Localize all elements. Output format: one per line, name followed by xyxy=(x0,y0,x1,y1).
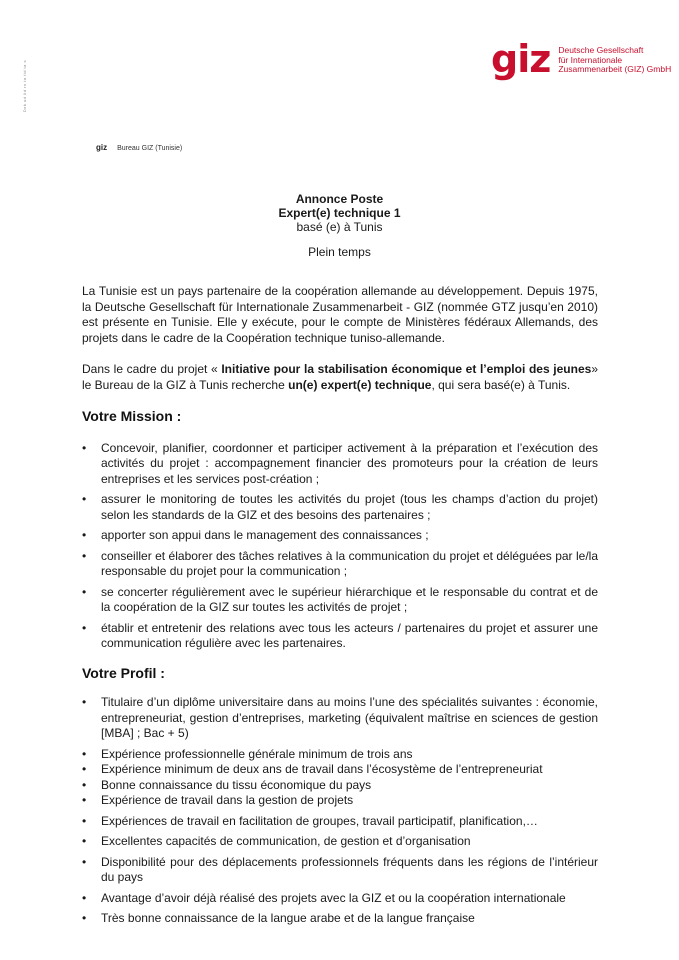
profil-item: • Expérience de travail dans la gestion de projets xyxy=(82,793,598,809)
mission-item: • se concerter régulièrement avec le supérieur hiérarchique et le responsable du contrat et de la coopération de la GIZ sur toutes les activités de projet ; xyxy=(82,585,598,616)
profil-item: • Bonne connaissance du tissu économique du pays xyxy=(82,778,598,794)
profil-item: • Expériences de travail en facilitation de groupes, travail participatif, planification,… xyxy=(82,814,598,830)
profil-list xyxy=(82,695,598,927)
logo-line-2: für Internationale xyxy=(558,54,623,65)
logo-text xyxy=(558,46,671,75)
intro-p1-text-b: (nommée GTZ jusqu’en 2010) est xyxy=(82,299,598,329)
mission-item: • Concevoir, planifier, coordonner et participer activement à la préparation et l’exécution des activités du projet : accompagnement financier des promoteurs pour la création de leurs entreprises et les services post-création ; xyxy=(82,441,598,488)
intro-p2-text-e: , qui sera basé(e) à Tunis. xyxy=(431,377,571,392)
intro-p2-text-c: » le Bureau de la GIZ à Tunis recherche xyxy=(82,362,598,392)
profil-item: • Disponibilité pour des déplacements professionnels fréquents dans les régions de l’intérieur du pays xyxy=(82,855,598,886)
logo-line-3: Zusammenarbeit (GIZ) GmbH xyxy=(558,64,672,74)
mission-item: • établir et entretenir des relations avec tous les acteurs / partenaires du projet et assurer une communication régulière avec les partenaires. xyxy=(82,621,598,652)
project-name: Initiative pour la stabilisation économique et l’emploi des jeunes xyxy=(221,362,592,376)
mission-item: • conseiller et élaborer des tâches relatives à la communication du projet et déléguées par le/la responsable du projet pour la communication ; xyxy=(82,549,598,580)
bureau-mini-logo: giz xyxy=(96,143,108,152)
logo-mark: giz xyxy=(491,37,551,81)
intro-p1-text-a: La Tunisie est un pays partenaire de la coopération allemande au développement. Depuis 1975, la Deutsche Gesellschaft für Internationale Zusammenarbeit - GIZ xyxy=(82,284,598,314)
profil-item: • Avantage d’avoir déjà réalisé des projets avec la GIZ et ou la coopération internationale xyxy=(82,891,598,907)
title-line-2: Expert(e) technique 1 xyxy=(278,206,401,220)
intro-p2-text-a: Dans le cadre du projet « xyxy=(82,362,222,376)
mission-item: • apporter son appui dans le management des connaissances ; xyxy=(82,528,598,544)
announcement-title xyxy=(0,192,679,259)
mission-list xyxy=(82,441,598,652)
mission-item: • assurer le monitoring de toutes les activités du projet (tous les champs d’action du projet) selon les standards de la GIZ et des besoins des partenaires ; xyxy=(82,492,598,523)
title-line-1: Annonce Poste xyxy=(295,192,384,206)
profil-item: • Excellentes capacités de communication, de gestion et d’organisation xyxy=(82,834,598,850)
title-line-3: basé (e) à Tunis xyxy=(296,220,383,234)
profil-item: • Expérience professionnelle générale minimum de trois ans xyxy=(82,747,598,763)
profil-item: • Très bonne connaissance de la langue arabe et de la langue française xyxy=(82,911,598,927)
bureau-header xyxy=(96,143,182,152)
mission-heading: Votre Mission : xyxy=(82,408,182,424)
side-note: Dok ud lid ro ta tid ta s xyxy=(22,60,27,113)
document-body xyxy=(82,284,598,932)
position-name: un(e) expert(e) technique xyxy=(288,377,432,392)
intro-paragraph-2 xyxy=(82,362,598,393)
bureau-label: Bureau GIZ (Tunisie) xyxy=(117,145,183,152)
title-line-4: Plein temps xyxy=(308,245,371,259)
giz-logo xyxy=(491,37,672,81)
intro-p1-text-c: présente en Tunisie. Elle y exécute, pour le compte de Ministères fédéraux Allemands, des projets dans le cadre de la Coopération technique tuniso-allemande. xyxy=(82,315,598,345)
profil-item: • Titulaire d’un diplôme universitaire dans au moins l’une des spécialités suivantes : économie, entrepreneuriat, gestion d’entreprises, marketing (équivalent maîtrise en sciences de gestion [MBA] ; Bac + 5) xyxy=(82,695,598,742)
intro-paragraph-1 xyxy=(82,284,598,346)
profil-heading: Votre Profil : xyxy=(82,664,165,681)
profil-item: • Expérience minimum de deux ans de travail dans l’écosystème de l’entrepreneuriat xyxy=(82,762,598,778)
logo-line-1: Deutsche Gesellschaft xyxy=(558,45,644,55)
